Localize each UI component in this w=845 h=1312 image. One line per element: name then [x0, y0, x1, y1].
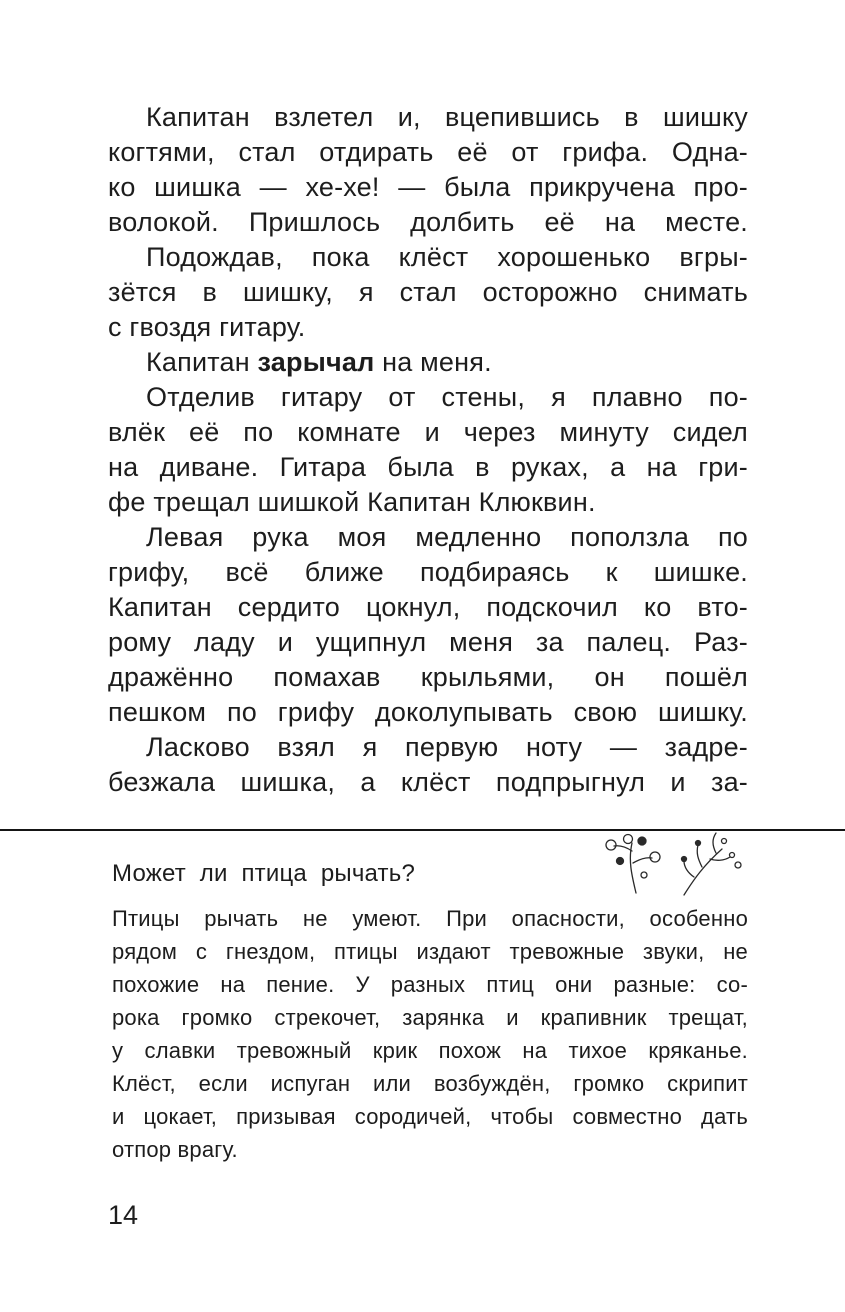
text-line: [112, 968, 748, 1001]
text-segment: Ласково взял я первую ноту — задре-: [146, 732, 748, 762]
text-line: [108, 380, 748, 415]
text-segment: грифу, всё ближе подбираясь к шишке.: [108, 557, 748, 587]
text-line: [108, 590, 748, 625]
text-segment: Отделив гитару от стены, я плавно по-: [146, 382, 748, 412]
text-line: [108, 730, 748, 765]
text-segment: когтями, стал отдирать её от грифа. Одна-: [108, 137, 748, 167]
page-number: 14: [108, 1200, 139, 1230]
text-segment: с гвоздя гитару.: [108, 312, 306, 342]
text-line: [108, 310, 748, 345]
text-segment: похожие на пение. У разных птиц они разные: со-: [112, 972, 748, 997]
text-segment: и цокает, призывая сородичей, чтобы совместно дать: [112, 1104, 748, 1129]
text-segment: Капитан взлетел и, вцепившись в шишку: [146, 102, 748, 132]
story-text: [108, 100, 748, 800]
bold-word: зарычал: [257, 347, 375, 377]
text-line: [112, 1100, 748, 1133]
text-line: [108, 625, 748, 660]
footnote-text: [112, 902, 748, 1166]
text-line: [108, 345, 748, 380]
text-line: [108, 275, 748, 310]
text-line: [108, 765, 748, 800]
text-line: [112, 1034, 748, 1067]
text-segment: Капитан сердито цокнул, подскочил ко вто-: [108, 592, 748, 622]
text-segment: волокой. Пришлось долбить её на месте.: [108, 207, 748, 237]
text-segment: влёк её по комнате и через минуту сидел: [108, 417, 748, 447]
text-segment: Птицы рычать не умеют. При опасности, особенно: [112, 906, 748, 931]
text-segment: рядом с гнездом, птицы издают тревожные звуки, не: [112, 939, 748, 964]
text-segment: Левая рука моя медленно поползла по: [146, 522, 748, 552]
text-line: [108, 240, 748, 275]
text-line: [108, 450, 748, 485]
text-segment: отпор врагу.: [112, 1137, 238, 1162]
text-segment: пешком по грифу доколупывать свою шишку.: [108, 697, 748, 727]
text-line: [108, 660, 748, 695]
text-segment: Клёст, если испуган или возбуждён, громко скрипит: [112, 1071, 748, 1096]
text-line: [108, 695, 748, 730]
text-segment: Капитан: [146, 347, 258, 377]
text-segment: на меня.: [374, 347, 492, 377]
text-segment: дражённо помахав крыльями, он пошёл: [108, 662, 748, 692]
text-line: [108, 170, 748, 205]
text-line: [112, 935, 748, 968]
text-segment: на диване. Гитара была в руках, а на гри-: [108, 452, 748, 482]
text-segment: у славки тревожный крик похож на тихое кряканье.: [112, 1038, 748, 1063]
text-line: [112, 1133, 748, 1166]
text-line: [108, 555, 748, 590]
text-segment: безжала шишка, а клёст подпрыгнул и за-: [108, 767, 748, 797]
text-line: [112, 902, 748, 935]
text-line: [112, 1001, 748, 1034]
text-line: [108, 415, 748, 450]
text-segment: фе трещал шишкой Капитан Клюквин.: [108, 487, 596, 517]
text-segment: ко шишка — хе-хе! — была прикручена про-: [108, 172, 748, 202]
footnote-question: Может ли птица рычать?: [112, 860, 416, 887]
text-line: [112, 1067, 748, 1100]
text-line: [108, 485, 748, 520]
text-line: [108, 520, 748, 555]
text-line: [108, 135, 748, 170]
plant-sketch-icon: [598, 831, 748, 904]
text-line: [108, 100, 748, 135]
text-segment: Подождав, пока клёст хорошенько вгры-: [146, 242, 748, 272]
text-segment: рому ладу и ущипнул меня за палец. Раз-: [108, 627, 748, 657]
text-segment: рока громко стрекочет, зарянка и крапивник трещат,: [112, 1005, 748, 1030]
text-line: [108, 205, 748, 240]
text-segment: зётся в шишку, я стал осторожно снимать: [108, 277, 748, 307]
